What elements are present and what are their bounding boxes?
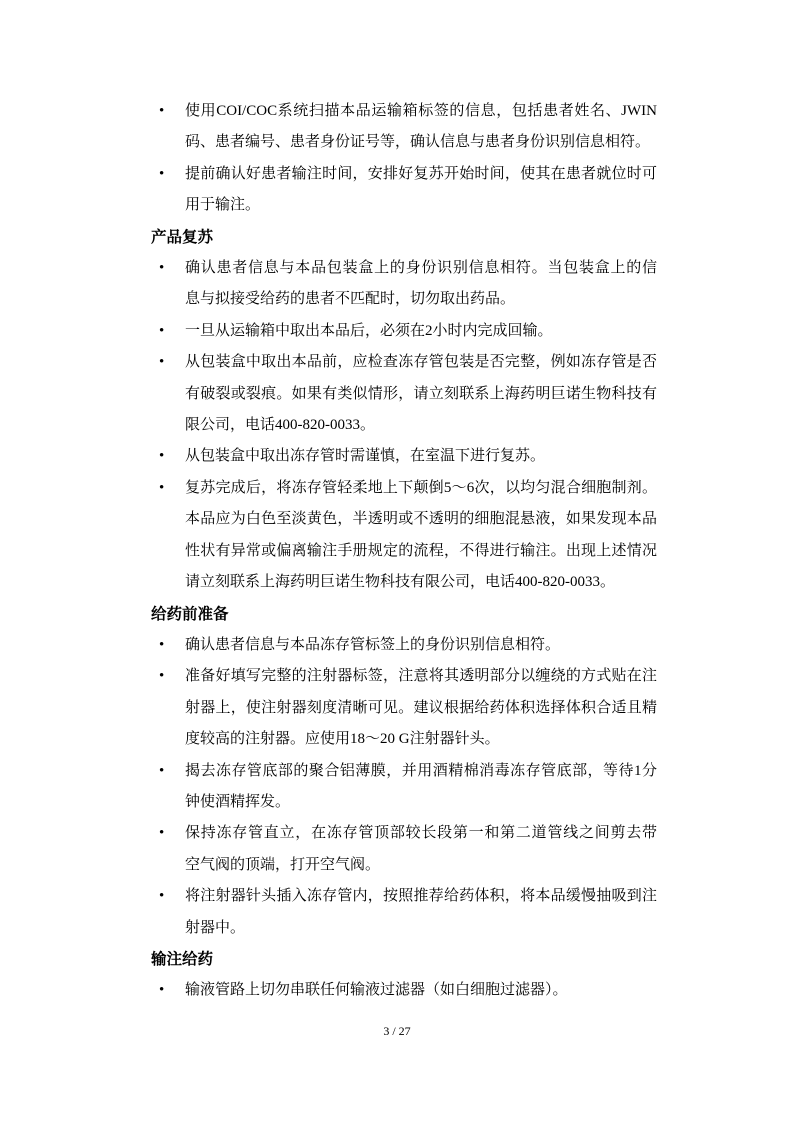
bullet-icon: • (159, 636, 165, 653)
text-line: 性状有异常或偏离输注手册规定的流程，不得进行输注。出现上述情况 (185, 542, 657, 559)
bullet-icon: • (159, 762, 165, 779)
text-line: 复苏完成后，将冻存管轻柔地上下颠倒5～6次，以均匀混合细胞制剂。 (185, 479, 657, 496)
text-line: 钟使酒精挥发。 (185, 793, 291, 810)
bullet-icon: • (159, 260, 165, 277)
bullet-item (151, 347, 657, 441)
bullet-item (151, 316, 657, 347)
bullet-item (151, 630, 657, 661)
text-line: 使用COI/COC系统扫描本品运输箱标签的信息，包括患者姓名、JWIN (185, 103, 657, 119)
bullet-item (151, 159, 657, 222)
text-line: 将注射器针头插入冻存管内，按照推荐给药体积，将本品缓慢抽吸到注 (185, 888, 657, 905)
bullet-icon: • (159, 103, 165, 119)
page-number: 3 / 27 (383, 1024, 411, 1038)
bullet-item (151, 473, 657, 599)
section-header: 给药前准备 (151, 605, 229, 623)
text-line: 息与拟接受给药的患者不匹配时，切勿取出药品。 (185, 291, 516, 308)
document-section (151, 944, 657, 1007)
text-line: 本品应为白色至淡黄色，半透明或不透明的细胞混悬液，如果发现本品 (185, 511, 657, 528)
text-line: 提前确认好患者输注时间，安排好复苏开始时间，使其在患者就位时可 (185, 165, 657, 182)
section-header: 产品复苏 (151, 228, 214, 246)
bullet-icon: • (159, 888, 165, 905)
text-line: 码、患者编号、患者身份证号等，确认信息与患者身份识别信息相符。 (185, 134, 651, 151)
bullet-item (151, 441, 657, 472)
text-line: 揭去冻存管底部的聚合铝薄膜，并用酒精棉消毒冻存管底部，等待1分 (185, 762, 657, 779)
bullet-icon: • (159, 165, 165, 182)
bullet-item (151, 253, 657, 316)
bullet-icon: • (159, 448, 165, 465)
text-line: 从包装盒中取出冻存管时需谨慎，在室温下进行复苏。 (185, 448, 546, 465)
document-section (151, 222, 657, 599)
text-line: 度较高的注射器。应使用18～20 G注射器针头。 (185, 731, 500, 748)
text-line: 一旦从运输箱中取出本品后，必须在2小时内完成回输。 (185, 322, 553, 339)
document-section (151, 599, 657, 944)
bullet-icon: • (159, 479, 165, 496)
bullet-item (151, 975, 657, 1006)
text-line: 限公司，电话400-820-0033。 (185, 417, 375, 434)
document-section (151, 96, 657, 222)
document-content (151, 96, 657, 1007)
text-line: 空气阀的顶端，打开空气阀。 (185, 856, 381, 873)
text-line: 有破裂或裂痕。如果有类似情形，请立刻联系上海药明巨诺生物科技有 (185, 385, 657, 402)
bullet-icon: • (159, 322, 165, 339)
bullet-item (151, 96, 657, 159)
bullet-item (151, 661, 657, 755)
bullet-icon: • (159, 354, 165, 371)
text-line: 确认患者信息与本品冻存管标签上的身份识别信息相符。 (185, 636, 561, 653)
bullet-item (151, 756, 657, 819)
bullet-icon: • (159, 825, 165, 842)
text-line: 确认患者信息与本品包装盒上的身份识别信息相符。当包装盒上的信 (185, 260, 657, 277)
text-line: 准备好填写完整的注射器标签，注意将其透明部分以缠绕的方式贴在注 (185, 668, 657, 685)
text-line: 从包装盒中取出本品前，应检查冻存管包装是否完整，例如冻存管是否 (185, 354, 657, 371)
bullet-item (151, 881, 657, 944)
text-line: 保持冻存管直立，在冻存管顶部较长段第一和第二道管线之间剪去带 (185, 825, 657, 842)
bullet-icon: • (159, 668, 165, 685)
text-line: 用于输注。 (185, 197, 261, 214)
text-line: 请立刻联系上海药明巨诺生物科技有限公司，电话400-820-0033。 (185, 574, 615, 591)
text-line: 射器中。 (185, 919, 246, 936)
bullet-icon: • (159, 982, 165, 999)
text-line: 输液管路上切勿串联任何输液过滤器（如白细胞过滤器）。 (185, 982, 568, 999)
bullet-item (151, 818, 657, 881)
text-line: 射器上，使注射器刻度清晰可见。建议根据给药体积选择体积合适且精 (185, 699, 657, 716)
section-header: 输注给药 (151, 950, 214, 968)
